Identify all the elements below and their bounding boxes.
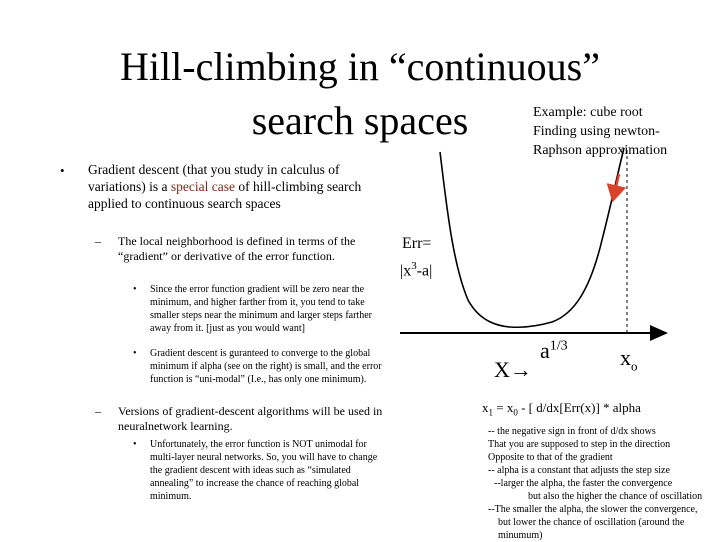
x0-label [620,345,638,374]
note-line: -- alpha is a constant that adjusts the step size [488,465,670,476]
cube-root-base: a [540,338,550,363]
err-expr-rest: -a| [416,262,433,280]
x0-base: x [620,345,631,370]
note-line: but also the higher the chance of oscillation [528,491,703,502]
formula-x1-sub: 1 [488,407,493,418]
bullet-highlight: special case [170,179,235,194]
slide-title-line1: Hill-climbing in “continuous” [120,44,600,89]
formula-x1: x [482,400,489,415]
note-line: but lower the chance of oscillation (around the [498,517,685,528]
x-label: X [494,357,510,382]
update-formula [482,400,641,418]
item-guaranteed-converge: Gradient descent is guranteed to converge to the global minimum if alpha (see on the right) is small, and the error function is “uni-modal” (I.e., has only one minimum). [150,348,382,385]
err-expr-exponent: 3 [411,260,417,272]
bullet-text-before: Gradient descent (that you study in calculus of variations) is a [88,162,340,194]
item-marker: • [133,439,137,450]
right-arrow-icon: → [509,357,532,382]
err-label: Err= [402,235,432,252]
sub-bullet-marker: – [95,404,101,418]
note-line: That you are supposed to step in the direction [488,439,671,450]
item-marker: • [133,348,137,359]
formula-rest: - [ d/dx[Err(x)] * alpha [517,400,641,415]
example-line-2: Finding using newton- [533,124,660,139]
note-line: -- the negative sign in front of d/dx shows [488,426,656,437]
cube-root-exponent: 1/3 [549,338,568,354]
item-gradient-zero: Since the error function gradient will be zero near the minimum, and higher farther from it, you tend to take smaller steps near the minimum and larger steps farther away from it. [just as you would want] [150,284,372,334]
example-line-3: Raphson approximation [533,143,668,158]
cube-root-label [540,338,568,364]
item-not-unimodal: Unfortunately, the error function is NOT unimodal for multi-layer neural networks. So, you will have to change the gradient descent with ideas such as “simulated annealing” to increase the chance of reaching global minimum. [150,439,378,502]
sub-bullet-marker: – [95,234,101,248]
err-expr-base: |x [400,262,412,280]
formula-eq: = x [493,400,514,415]
bullet-text-after: of hill-climbing search applied to continuous search spaces [88,179,362,211]
formula-notes [488,425,702,542]
err-expression [400,255,432,282]
bullet-marker: • [60,163,65,178]
formula-x0-sub: 0 [513,407,518,418]
x-axis-label [494,357,532,383]
item-marker: • [133,284,137,295]
example-line-1: Example: cube root [533,105,643,120]
note-line: minumum) [498,530,543,541]
sub-bullet-neural-network: Versions of gradient-descent algorithms will be used in neuralnetwork learning. [118,404,383,433]
sub-bullet-local-neighborhood: The local neighborhood is defined in terms of the “gradient” or derivative of the error function. [118,234,356,263]
gradient-arrow [613,174,619,200]
note-line: --The smaller the alpha, the slower the convergence, [488,504,698,515]
slide-title-line2: search spaces [251,98,469,143]
x0-sub: o [631,358,638,374]
note-line: Opposite to that of the gradient [488,452,613,463]
error-curve [440,148,624,327]
note-line: --larger the alpha, the faster the convergence [494,478,673,489]
